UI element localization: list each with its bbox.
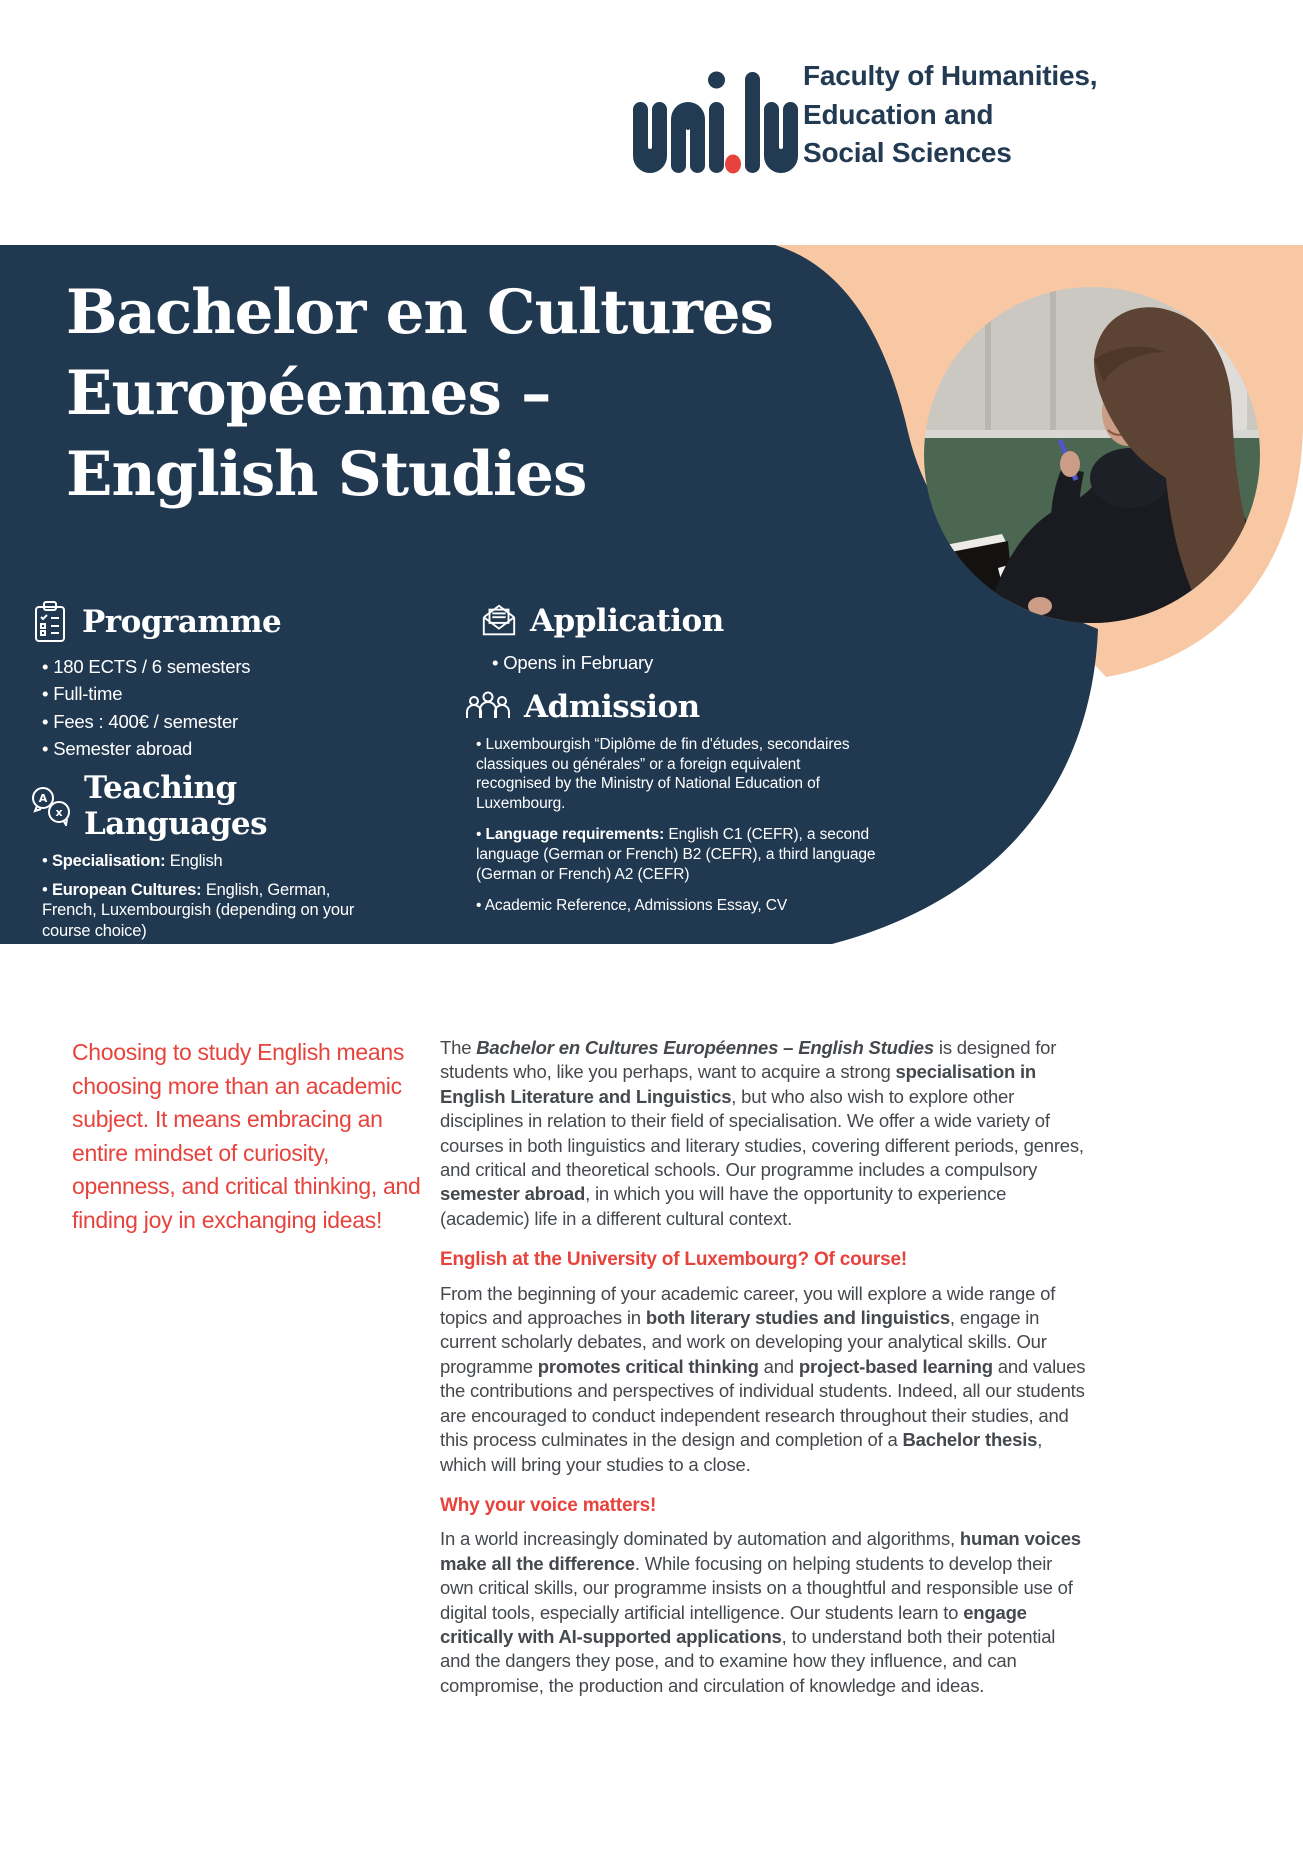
section-heading-english-at-unilu: English at the University of Luxembourg? Of course! [440, 1249, 907, 1271]
paragraph-overview: The Bachelor en Cultures Européennes – English Studies is designed for students who, like you perhaps, want to acquire a strong specialisation in English Literature and Linguistics, but who also wish to explore other disciplines in relation to their field of specialisation. We offer a wide variety of courses in both linguistics and literary studies, covering different periods, genres, and critical and theoretical schools. Our programme includes a compulsory semester abroad, in which you will have the opportunity to experience (academic) life in a different cultural context. [440, 1037, 1084, 1229]
list-item: • Opens in February [492, 649, 880, 676]
application-heading: Application [530, 603, 724, 639]
intro-quote: Choosing to study English means choosing more than an academic subject. It means embracing an entire mindset of curiosity, openness, and critical thinking, and finding joy in exchanging ideas! [72, 1039, 421, 1233]
paragraph-why-voice-matters: In a world increasingly dominated by automation and algorithms, human voices make all the difference. While focusing on helping students to develop their own critical skills, our programme insists on a thoughtful and responsible use of digital tools, especially artificial intelligence. Our students learn to engage critically with AI-supported applications, to understand both their potential and the dangers they pose, and to examine how they influence, and can compromise, the production and circulation of knowledge and ideas. [440, 1528, 1081, 1696]
people-group-icon [464, 688, 512, 726]
list-item: • European Cultures: English, German, French, Luxembourgish (depending on your course choice) [42, 880, 386, 942]
list-item: • Semester abroad [42, 735, 410, 762]
list-item: • Luxembourgish “Diplôme de fin d'études, secondaires classiques ou générales” or a foreign equivalent recognised by the Ministry of National Education of Luxembourg. [476, 735, 876, 813]
list-item: • 180 ECTS / 6 semesters [42, 653, 410, 680]
admission-heading: Admission [524, 689, 700, 725]
title-line: Européennes – [66, 358, 551, 429]
list-item: • Fees : 400€ / semester [42, 708, 410, 735]
faculty-line: Education and [803, 98, 994, 130]
svg-text:A: A [38, 792, 48, 805]
clipboard-checklist-icon [30, 600, 70, 644]
faculty-name [803, 57, 1097, 173]
admission-section [464, 688, 876, 928]
list-item: • Full-time [42, 680, 410, 707]
faculty-line: Faculty of Humanities, [803, 60, 1098, 91]
list-item: • Specialisation: English [42, 851, 386, 872]
paragraph-english-at-unilu: From the beginning of your academic career, you will explore a wide range of topics and approaches in both literary studies and linguistics, engage in current scholarly debates, and work on developing your analytical skills. Our programme promotes critical thinking and project-based learning and values the contributions and perspectives of individual students. Indeed, all our students are encouraged to conduct independent research throughout their studies, and this process culminates in the design and completion of a Bachelor thesis, which will bring your studies to a close. [440, 1282, 1086, 1475]
title-line: English Studies [66, 439, 587, 510]
teaching-bullet-list [30, 851, 386, 941]
title-line: Bachelor en Cultures [66, 277, 773, 348]
admission-bullet-list [464, 735, 876, 916]
programme-section [30, 600, 410, 763]
faculty-line: Social Sciences [803, 137, 1012, 168]
programme-heading: Programme [82, 604, 282, 640]
svg-text:x: x [55, 806, 63, 819]
open-envelope-icon [480, 602, 518, 640]
unilu-logo [633, 72, 798, 174]
programme-bullet-list [30, 653, 410, 763]
main-text-column [440, 1036, 1088, 1698]
list-item: • Language requirements: English C1 (CEFR), a second language (German or French) B2 (CEFR), a third language (German or French) A2 (CEFR) [476, 825, 876, 884]
programme-title [66, 272, 773, 515]
application-bullet-list [480, 649, 880, 676]
logo-red-dot [725, 155, 741, 174]
teaching-languages-section [30, 770, 386, 941]
list-item: • Academic Reference, Admissions Essay, CV [476, 896, 876, 916]
application-section [480, 602, 880, 676]
translation-bubbles-icon [30, 786, 72, 826]
teaching-languages-heading: Teaching Languages [84, 770, 268, 842]
section-heading-why-voice-matters: Why your voice matters! [440, 1494, 657, 1516]
